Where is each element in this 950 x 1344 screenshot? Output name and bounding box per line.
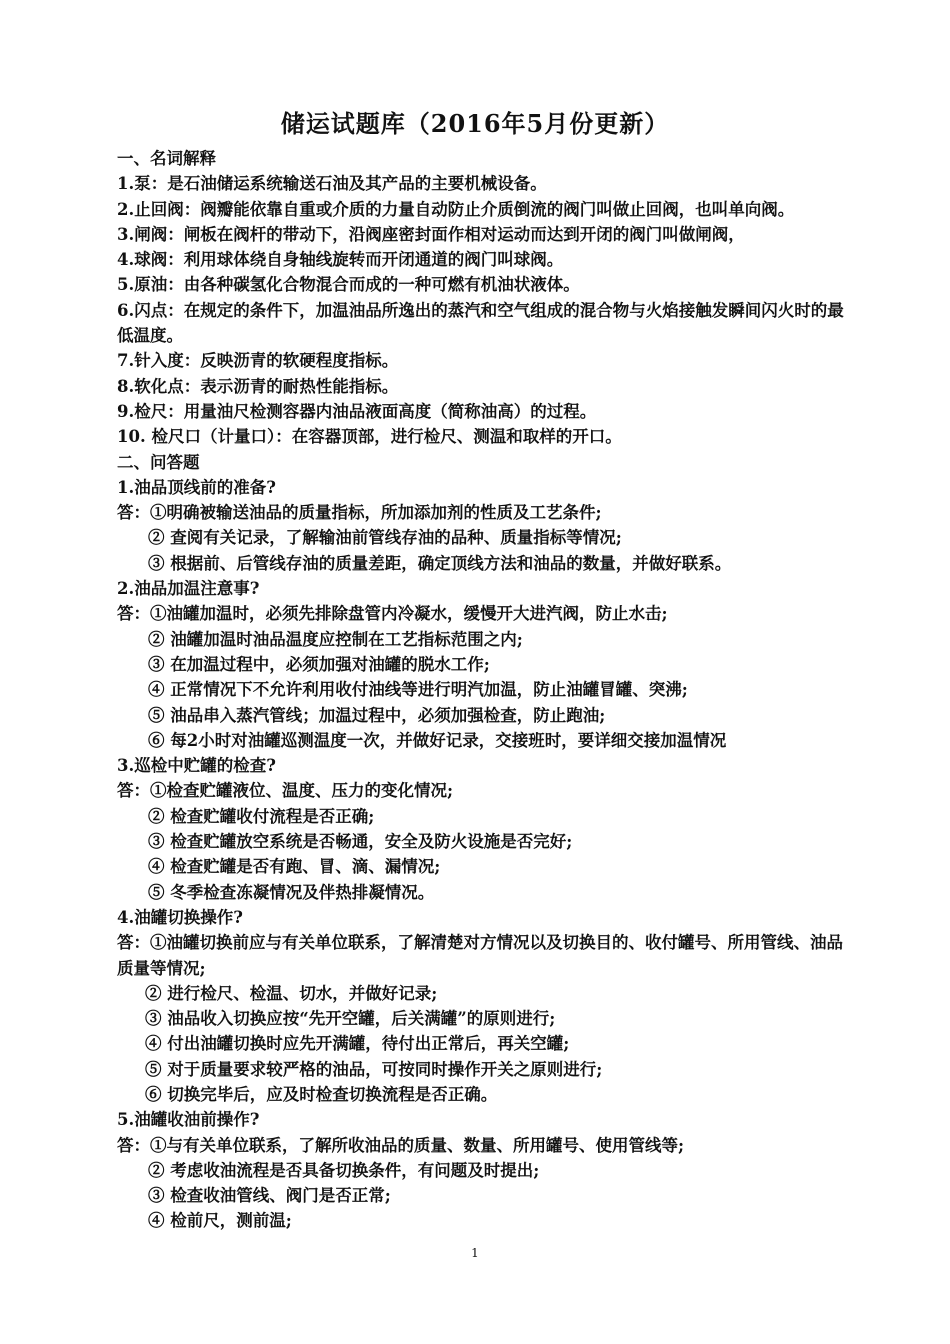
answer-line: 答：①油罐切换前应与有关单位联系，了解清楚对方情况以及切换目的、收付罐号、所用管线、油品质量等情况; [117, 933, 843, 978]
term-definition: 8.软化点：表示沥青的耐热性能指标。 [117, 376, 399, 396]
term-definition: 7.针入度：反映沥青的软硬程度指标。 [117, 351, 399, 371]
term-definition: 1.泵：是石油储运系统输送石油及其产品的主要机械设备。 [117, 174, 547, 194]
term-definition: 10. 检尺口（计量口）：在容器顶部，进行检尺、测温和取样的开口。 [117, 427, 622, 447]
answer-line: ④ 正常情况下不允许利用收付油线等进行明汽加温，防止油罐冒罐、突沸; [148, 680, 688, 700]
answer-line: ③ 在加温过程中，必须加强对油罐的脱水工作; [148, 654, 490, 674]
answer-line: ③ 检查收油管线、阀门是否正常; [148, 1186, 391, 1206]
answer-line: ④ 检前尺，测前温; [148, 1211, 292, 1231]
answer-line: ② 查阅有关记录，了解输油前管线存油的品种、质量指标等情况; [148, 528, 622, 548]
term-definition: 9.检尺：用量油尺检测容器内油品液面高度（简称油高）的过程。 [117, 401, 597, 421]
section-heading: 二、问答题 [117, 452, 200, 472]
answer-line: ③ 根据前、后管线存油的质量差距，确定顶线方法和油品的数量，并做好联系。 [148, 553, 732, 573]
answer-line: 答：①与有关单位联系，了解所收油品的质量、数量、所用罐号、使用管线等; [117, 1135, 685, 1155]
answer-line: 答：①明确被输送油品的质量指标，所加添加剂的性质及工艺条件; [117, 503, 602, 523]
question: 3.巡检中贮罐的检查? [117, 756, 276, 776]
answer-line: ④ 付出油罐切换时应先开满罐，待付出正常后，再关空罐; [145, 1034, 570, 1054]
question: 2.油品加温注意事? [117, 579, 260, 599]
answer-line: ⑤ 油品串入蒸汽管线；加温过程中，必须加强检查，防止跑油; [148, 705, 606, 725]
term-definition: 4.球阀：利用球体绕自身轴线旋转而开闭通道的阀门叫球阀。 [117, 250, 564, 270]
answer-line: ④ 检查贮罐是否有跑、冒、滴、漏情况; [148, 857, 441, 877]
question: 4.油罐切换操作? [117, 907, 243, 927]
answer-line: ② 进行检尺、检温、切水，并做好记录; [145, 983, 438, 1003]
answer-line: ③ 检查贮罐放空系统是否畅通，安全及防火设施是否完好; [148, 832, 573, 852]
section-heading: 一、名词解释 [117, 149, 216, 168]
answer-line: ② 考虑收油流程是否具备切换条件，有问题及时提出; [148, 1160, 540, 1180]
question: 5.油罐收油前操作? [117, 1110, 260, 1130]
term-definition: 2.止回阀：阀瓣能依靠自重或介质的力量自动防止介质倒流的阀门叫做止回阀，也叫单向阀。 [117, 199, 795, 219]
answer-line: ② 油罐加温时油品温度应控制在工艺指标范围之内; [148, 629, 523, 649]
document-body [117, 146, 847, 1234]
answer-line: 答：①检查贮罐液位、温度、压力的变化情况; [117, 781, 454, 801]
answer-line: ⑥ 每2小时对油罐巡测温度一次，并做好记录，交接班时，要详细交接加温情况 [148, 730, 727, 750]
answer-line: ⑤ 对于质量要求较严格的油品，可按同时操作开关之原则进行; [145, 1059, 603, 1079]
term-definition: 5.原油：由各种碳氢化合物混合而成的一种可燃有机油状液体。 [117, 275, 580, 295]
answer-line: 答：①油罐加温时，必须先排除盘管内冷凝水，缓慢开大进汽阀，防止水击; [117, 604, 668, 624]
page-title: 储运试题库（2016年5月份更新） [280, 109, 670, 138]
answer-line: ⑤ 冬季检查冻凝情况及伴热排凝情况。 [148, 882, 435, 902]
page-number: 1 [471, 1246, 479, 1260]
term-definition: 6.闪点：在规定的条件下，加温油品所逸出的蒸汽和空气组成的混合物与火焰接触发瞬间闪火时的最低温度。 [117, 300, 844, 346]
answer-line: ⑥ 切换完毕后，应及时检查切换流程是否正确。 [145, 1084, 498, 1104]
answer-line: ③ 油品收入切换应按“先开空罐，后关满罐”的原则进行; [145, 1009, 556, 1029]
question: 1.油品顶线前的准备? [117, 477, 276, 497]
answer-line: ② 检查贮罐收付流程是否正确; [148, 806, 375, 826]
term-definition: 3.闸阀：闸板在阀杆的带动下，沿阀座密封面作相对运动而达到开闭的阀门叫做闸阀， [117, 224, 745, 244]
